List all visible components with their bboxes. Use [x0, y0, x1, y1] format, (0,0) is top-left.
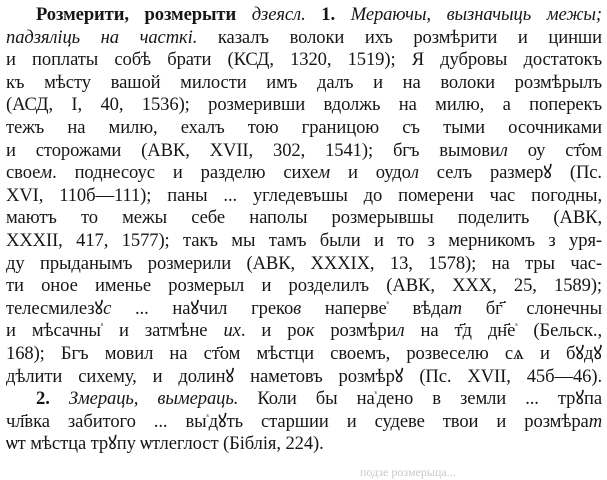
entry-text: оу ст҃ом: [507, 139, 602, 161]
entry-text: свое: [6, 162, 41, 184]
italic-text: падзяліць на часткі.: [6, 26, 198, 48]
entry-line: [6, 117, 602, 140]
italic-text: м: [40, 162, 53, 184]
entry-text: [50, 388, 69, 409]
entry-line: [6, 72, 602, 95]
entry-text: . и ро: [240, 320, 306, 342]
entry-text: (Бельск.,: [517, 320, 602, 342]
entry-text: и оудо: [330, 162, 411, 184]
entry-text: ду прыданымъ розмерили (АВК, XXXIX, 13, 1578); на тры час-: [6, 252, 602, 274]
entry-text: (АСД, І, 40, 1536); розмеривши вдолжь на милю, а поперекъ: [6, 94, 602, 116]
entry-line: [6, 4, 602, 27]
entry-text: и сторожами (АВК, XVII, 302, 1541); бгъ вымови: [6, 139, 500, 161]
entry-line: [6, 253, 602, 276]
headword-text: 1.: [321, 4, 336, 25]
entry-line: [6, 366, 602, 389]
entry-text: XXXII, 417, 1577); такъ мы тамъ были и то з мерникомъ з уря-: [6, 229, 602, 251]
entry-text: и мѣсачны: [6, 320, 101, 342]
italic-text: к: [305, 320, 315, 342]
italic-text: с: [103, 297, 112, 319]
entry-line: [6, 411, 602, 434]
italic-text: л: [396, 320, 405, 342]
entry-line: [6, 207, 602, 230]
italic-text: Мераючы, вызначыць межы;: [350, 4, 602, 25]
entry-line: [6, 162, 602, 185]
entry-text: XVI, 110б—111); паны ... угледевъшы до померени час погодны,: [6, 184, 602, 206]
entry-line: [6, 185, 602, 208]
entry-line: [6, 433, 602, 456]
entry-text: маютъ то межы себе наполы розмерывшы поделить (АВК,: [6, 207, 602, 229]
italic-text: л: [410, 162, 419, 184]
entry-text: на т҃д дн҃е: [404, 320, 516, 342]
superscript-letter: ˢ: [100, 321, 103, 333]
italic-text: л: [499, 139, 508, 161]
entry-text: чл҃вка забитого ... вы: [6, 410, 207, 432]
entry-text: и поплаты собѣ брати (КСД, 1320, 1519); Я дубровы достатокъ: [6, 49, 602, 71]
headword-text: Розмерити, розмерыти: [36, 4, 237, 25]
italic-text: м: [318, 162, 330, 184]
dictionary-entry: [6, 4, 602, 456]
entry-text: ... наꙋчил греко: [111, 297, 294, 319]
entry-line: [6, 388, 602, 411]
entry-line: [6, 27, 602, 50]
italic-text: т: [448, 297, 462, 319]
entry-text: ѡт мѣстца трꙋпу ѡтлеглост (Біблія, 224).: [6, 433, 324, 455]
entry-text: селъ размерꙋ (Пс.: [418, 162, 602, 184]
entry-text: бг҃ слонечны: [462, 297, 602, 319]
entry-text: тежъ на милю, ехалъ тою границою съ тыми осочниками: [6, 116, 602, 138]
superscript-letter: ˢ: [515, 321, 518, 333]
entry-text: . поднесоус и разделю сихе: [52, 162, 319, 184]
italic-text: Змераць, вымераць.: [68, 388, 239, 410]
entry-text: и затмѣне: [102, 320, 224, 342]
entry-line: [6, 140, 602, 163]
entry-text: дено в земли ... трꙋпа: [376, 388, 602, 410]
headword-text: 2.: [36, 388, 50, 410]
entry-line: [6, 230, 602, 253]
entry-text: дꙋть старшии и судеве твои и розмѣра: [208, 410, 589, 432]
entry-text: 168); Бгъ мовил на ст҃ом мѣстци своемъ, розвеселю сѧ и бꙋдꙋ: [6, 342, 602, 364]
entry-text: къ мѣсту вашой милости имъ далъ и на волоки розмѣрылъ: [6, 71, 602, 93]
entry-text: [236, 4, 252, 25]
superscript-letter: ˢ: [386, 298, 389, 310]
entry-line: [6, 49, 602, 72]
entry-text: розмѣри: [314, 320, 397, 342]
superscript-letter: ˢ: [206, 411, 209, 423]
italic-text: их: [223, 320, 241, 342]
entry-text: вѣда: [388, 297, 449, 319]
entry-line: [6, 94, 602, 117]
italic-text: дзеясл.: [251, 4, 306, 25]
entry-text: ти оное именье розмерыл и розделилъ (АВК, XXX, 25, 1589);: [6, 275, 602, 297]
entry-line: [6, 298, 602, 321]
entry-text: Коли бы на: [238, 388, 375, 410]
entry-text: [306, 4, 322, 25]
entry-text: дѣлити сихему, и долинꙋ наметовъ розмѣрꙋ (Пс. XVII, 45б—46).: [6, 365, 602, 387]
entry-text: [335, 4, 351, 25]
entry-line: [6, 275, 602, 298]
entry-line: [6, 320, 602, 343]
entry-text: телесмилезꙋ: [6, 297, 104, 319]
bleed-through-text: подзе розмерыца...: [360, 465, 456, 479]
entry-text: казалъ волоки ихъ розмѣрити и цинши: [197, 26, 602, 48]
entry-line: [6, 343, 602, 366]
entry-text: наперве: [301, 297, 387, 319]
italic-text: т: [588, 410, 603, 432]
italic-text: в: [293, 297, 302, 319]
superscript-letter: ˢ: [374, 388, 377, 400]
